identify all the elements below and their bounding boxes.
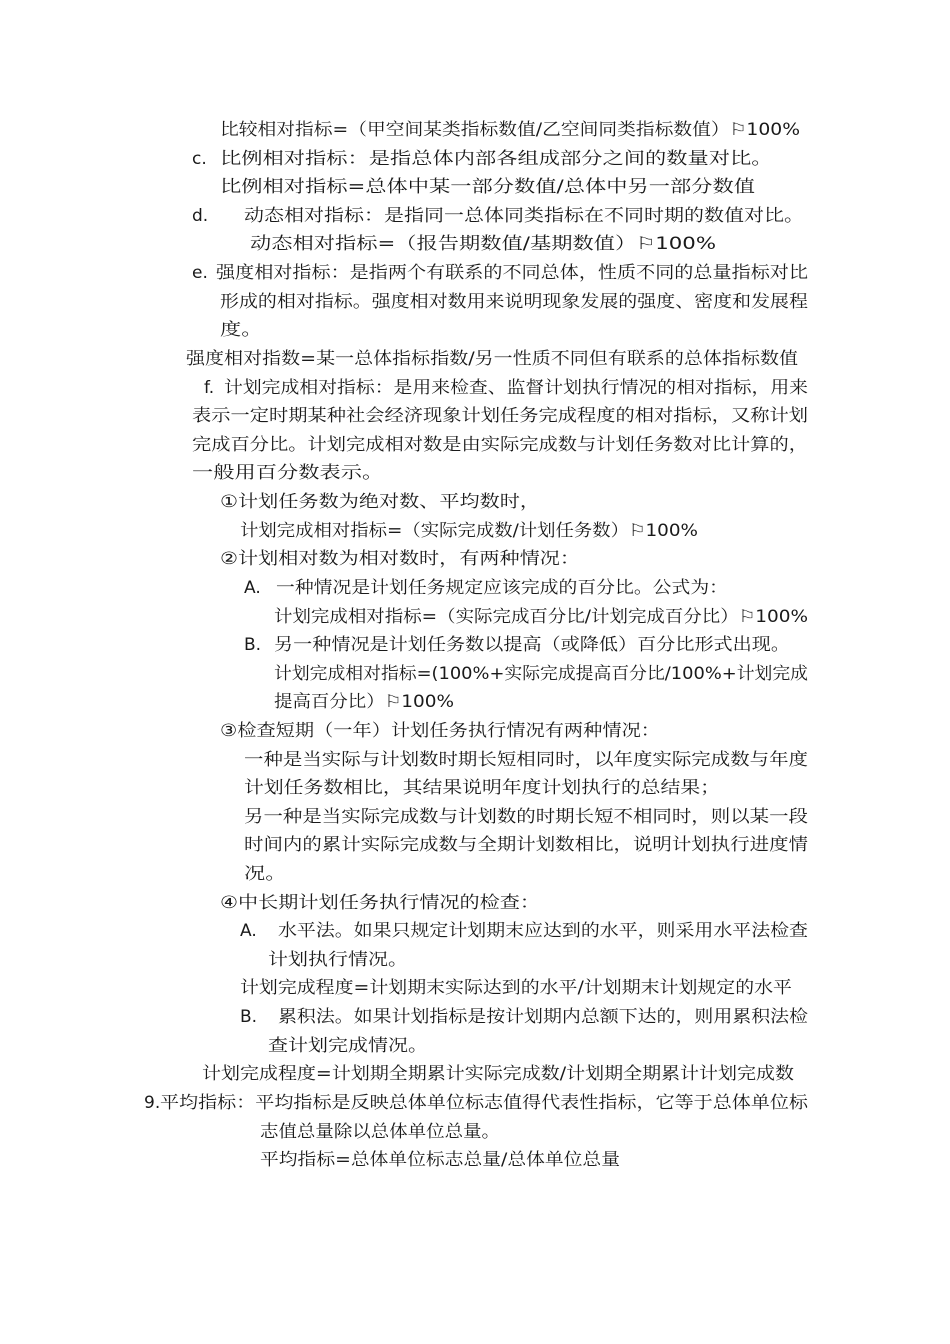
text-line: 一般用百分数表示。 [192,463,384,483]
text-line: 计划完成相对指标=(100%+实际完成提高百分比/100%+计划完成 [274,664,808,684]
list-marker: A. [244,578,261,598]
text-line: 另一种情况是计划任务数以提高（或降低）百分比形式出现。 [274,635,791,655]
text-line: 计划完成程度=计划期全期累计实际完成数/计划期全期累计计划完成数 [202,1064,794,1084]
text-line: ③检查短期（一年）计划任务执行情况有两种情况： [220,721,661,741]
text-line: 计划完成相对指标=（实际完成百分比/计划完成百分比）⚐100% [274,607,809,627]
list-marker: B. [240,1007,258,1027]
text-line: 计划完成程度=计划期末实际达到的水平/计划期末计划规定的水平 [240,978,792,998]
text-line: 提高百分比）⚐100% [274,692,455,712]
text-line: 志值总量除以总体单位总量。 [260,1122,501,1142]
list-marker: A. [240,921,257,941]
text-line: 平均指标=总体单位标志总量/总体单位总量 [260,1150,620,1170]
text-line: 时间内的累计实际完成数与全期计划数相比，说明计划执行进度情 [244,835,808,855]
text-line: 动态相对指标=（报告期数值/基期数值）⚐100% [250,234,717,254]
text-line: 一种情况是计划任务规定应该完成的百分比。公式为： [276,578,728,598]
text-line: 平均指标：平均指标是反映总体单位标志值得代表性指标，它等于总体单位标 [160,1093,808,1113]
list-marker: c. [192,149,207,169]
text-line: ④中长期计划任务执行情况的检查： [220,893,541,913]
text-line: 表示一定时期某种社会经济现象计划任务完成程度的相对指标，又称计划 [192,406,809,426]
list-marker: 9. [144,1093,161,1113]
text-line: 比例相对指标：是指总体内部各组成部分之间的数量对比。 [220,149,773,169]
text-line: 比较相对指标=（甲空间某类指标数值/乙空间同类指标数值）⚐100% [220,120,801,140]
text-line: 比例相对指标=总体中某一部分数值/总体中另一部分数值 [220,177,755,197]
text-line: 形成的相对指标。强度相对数用来说明现象发展的强度、密度和发展程 [220,292,808,312]
text-line: 计划执行情况。 [268,950,409,970]
text-line: ①计划任务数为绝对数、平均数时， [220,492,541,512]
text-line: 一种是当实际与计划数时期长短相同时，以年度实际完成数与年度 [244,750,808,770]
text-line: 强度相对指标：是指两个有联系的不同总体，性质不同的总量指标对比 [216,263,808,283]
text-line: 完成百分比。计划完成相对数是由实际完成数与计划任务数对比计算的， [192,435,809,455]
text-line: ②计划相对数为相对数时，有两种情况： [220,549,580,569]
text-line: 度。 [220,320,263,340]
text-line: 况。 [244,864,287,884]
text-line: 另一种是当实际完成数与计划数的时期长短不相同时，则以某一段 [244,807,808,827]
list-marker: d. [192,206,209,226]
text-line: 计划完成相对指标：是用来检查、监督计划执行情况的相对指标，用来 [224,378,809,398]
text-line: 计划完成相对指标=（实际完成数/计划任务数）⚐100% [240,521,699,541]
list-marker: e. [192,263,208,283]
text-line: 查计划完成情况。 [268,1036,429,1056]
list-marker: B. [244,635,262,655]
text-line: 动态相对指标：是指同一总体同类指标在不同时期的数值对比。 [244,206,805,226]
text-line: 强度相对指数=某一总体指标指数/另一性质不同但有联系的总体指标数值 [186,349,799,369]
text-line: 累积法。如果计划指标是按计划期内总额下达的，则用累积法检 [278,1007,808,1027]
text-line: 计划任务数相比，其结果说明年度计划执行的总结果； [244,778,721,798]
list-marker: f. [204,378,215,398]
text-line: 水平法。如果只规定计划期末应达到的水平，则采用水平法检查 [278,921,808,941]
